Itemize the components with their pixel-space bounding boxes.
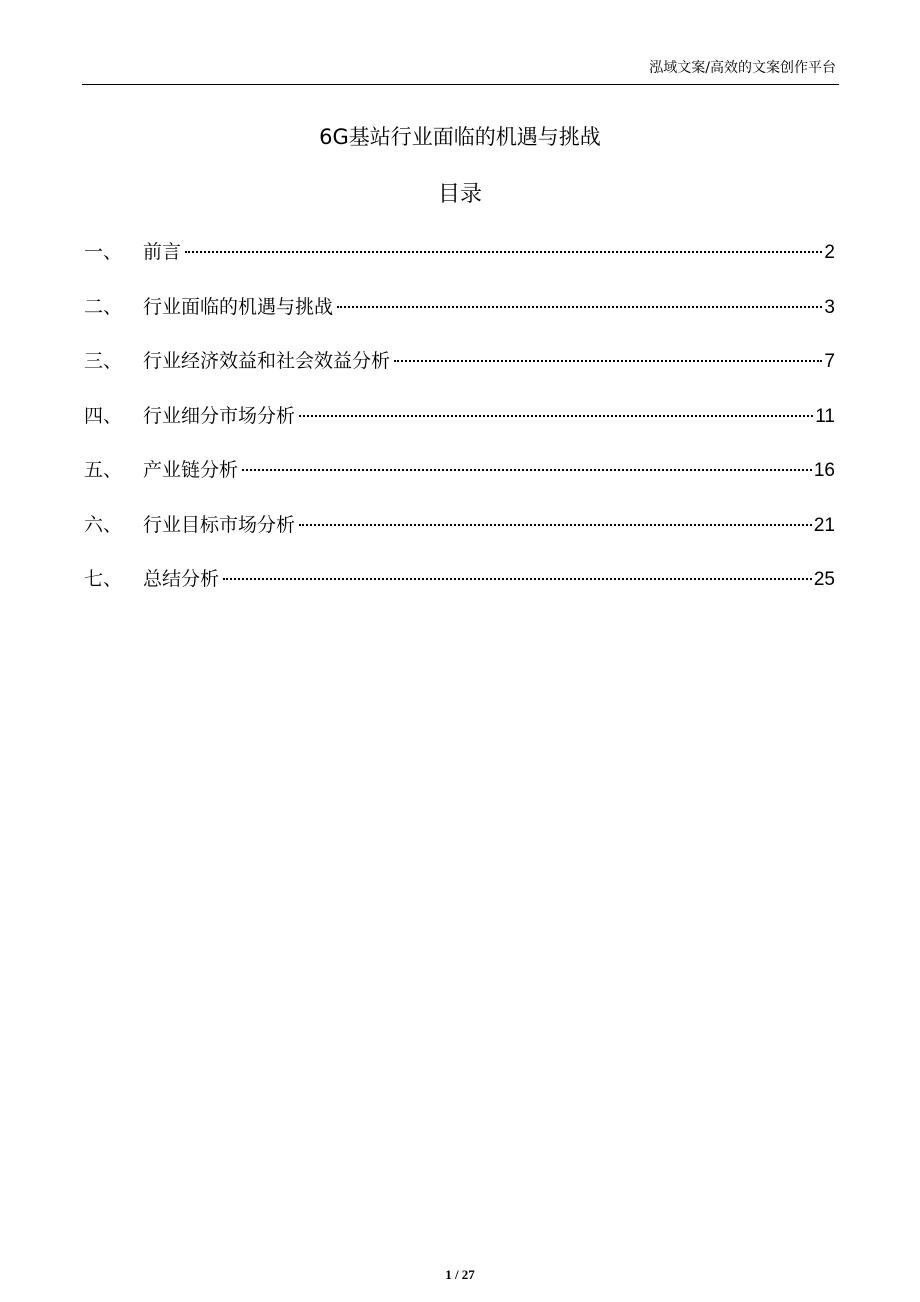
header-divider [82,84,839,85]
toc-entry-page[interactable]: 21 [813,514,835,536]
toc-entry-page[interactable]: 16 [813,460,835,481]
toc-dot-leader [299,415,813,417]
toc-entry-page[interactable]: 7 [824,351,835,372]
toc-entry-4[interactable] [84,401,835,431]
toc-entry-1[interactable] [84,237,835,267]
toc-entry-label[interactable]: 行业细分市场分析 [143,404,296,427]
toc-entry-3[interactable] [84,346,835,376]
toc-entry-number: 五、 [84,459,123,481]
toc-entry-number: 六、 [84,513,123,536]
toc-entry-number: 二、 [84,295,123,318]
document-title: 6G基站行业面临的机遇与挑战 [319,125,601,149]
toc-dot-leader [337,306,822,308]
header-brand-text: 泓域文案/高效的文案创作平台 [649,60,836,76]
toc-entry-label[interactable]: 行业面临的机遇与挑战 [143,295,334,318]
toc-dot-leader [299,524,812,526]
page-number-indicator: 1 / 27 [445,1267,475,1282]
toc-dot-leader [242,469,812,471]
toc-entry-5[interactable] [84,455,835,485]
toc-dot-leader [185,251,822,253]
toc-entry-page[interactable]: 2 [824,242,835,263]
toc-entry-number: 一、 [84,241,123,263]
toc-dot-leader [223,578,812,580]
toc-entry-page[interactable]: 25 [813,569,835,590]
toc-entry-7[interactable] [84,564,835,594]
toc-entry-page[interactable]: 11 [815,405,835,427]
toc-entry-6[interactable] [84,510,835,540]
toc-heading: 目录 [437,182,482,207]
toc-dot-leader [394,360,822,362]
toc-entry-number: 七、 [84,568,123,590]
toc-entry-label[interactable]: 总结分析 [143,568,220,590]
table-of-contents [84,237,835,619]
toc-entry-label[interactable]: 前言 [143,241,182,263]
toc-entry-page[interactable]: 3 [824,296,835,318]
toc-entry-number: 三、 [84,350,123,372]
toc-entry-label[interactable]: 行业目标市场分析 [143,513,296,536]
toc-entry-number: 四、 [84,404,123,427]
toc-entry-label[interactable]: 产业链分析 [143,459,239,481]
toc-entry-label[interactable]: 行业经济效益和社会效益分析 [143,350,391,372]
toc-entry-2[interactable] [84,292,835,322]
